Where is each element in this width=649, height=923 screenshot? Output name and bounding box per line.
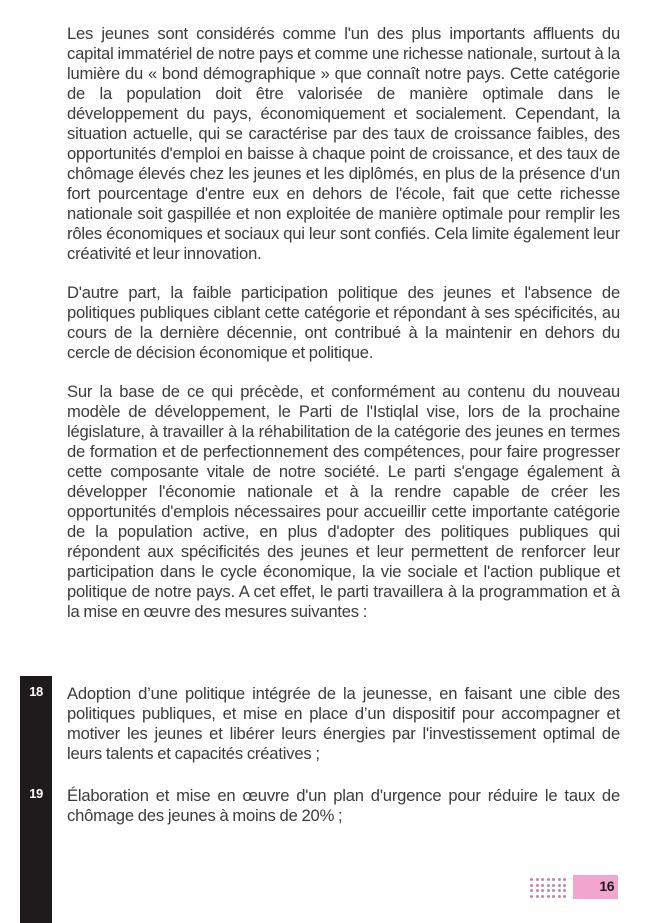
measure-text-19: Élaboration et mise en œuvre d'un plan d'urgence pour réduire le taux de chômage des jeunes à moins de 20% ; [67, 786, 620, 825]
measure-item-18 [67, 684, 620, 764]
measure-number-18: 18 [29, 684, 43, 699]
paragraph-istiqlal-plan: Sur la base de ce qui précède, et conformément au contenu du nouveau modèle de développement, le Parti de l'Istiqlal vise, lors de la prochaine législature, à travailler à la réhabilitation de la catégorie des jeunes en termes de formation et de perfectionnement des compétences, pour faire progresser cette composante vitale de notre société. Le parti s'engage également à développer l'économie nationale et à la rendre capable de créer les opportunités d'emplois nécessaires pour accueillir cette importante catégorie de la population active, en plus d'adopter des politiques publiques qui répondent aux spécificités des jeunes et leur permettent de renforcer leur participation dans le cycle économique, la vie sociale et l'action publique et politique de notre pays. A cet effet, le parti travaillera à la programmation et à la mise en œuvre des mesures suivantes : [67, 382, 620, 621]
page-number-badge [573, 875, 618, 899]
paragraph-youth-capital: Les jeunes sont considérés comme l'un des plus importants affluents du capital immatériel de notre pays et comme une richesse nationale, surtout à la lumière du « bond démographique » que connaît notre pays. Cette catégorie de la population doit être valorisée de manière optimale dans le développement du pays, économiquement et socialement. Cependant, la situation actuelle, qui se caractérise par des taux de croissance faibles, des opportunités d'emploi en baisse à chaque point de croissance, et des taux de chômage élevés chez les jeunes et les diplômés, en plus de la présence d'un fort pourcentage d'entre eux en dehors de l'école, fait que cette richesse nationale soit gaspillée et non exploitée de manière optimale pour remplir les rôles économiques et sociaux qui leur sont confiés. Cela limite également leur créativité et leur innovation. [67, 24, 620, 263]
measure-number-19: 19 [29, 786, 43, 801]
paragraph-political-participation: D'autre part, la faible participation politique des jeunes et l'absence de politiques publiques ciblant cette catégorie et répondant à ses spécificités, au cours de la dernière décennie, ont contribué à la maintenir en dehors du cercle de décision économique et politique. [67, 283, 620, 362]
page-number: 16 [599, 878, 614, 894]
measure-item-19 [67, 786, 620, 826]
dot-pattern-decoration [529, 877, 569, 899]
measure-text-18: Adoption d’une politique intégrée de la jeunesse, en faisant une cible des politiques publiques, et mise en place d’un dispositif pour accompagner et motiver les jeunes et libérer leurs énergies par l'investissement optimal de leurs talents et capacités créatives ; [67, 684, 620, 763]
body-text [67, 24, 620, 641]
